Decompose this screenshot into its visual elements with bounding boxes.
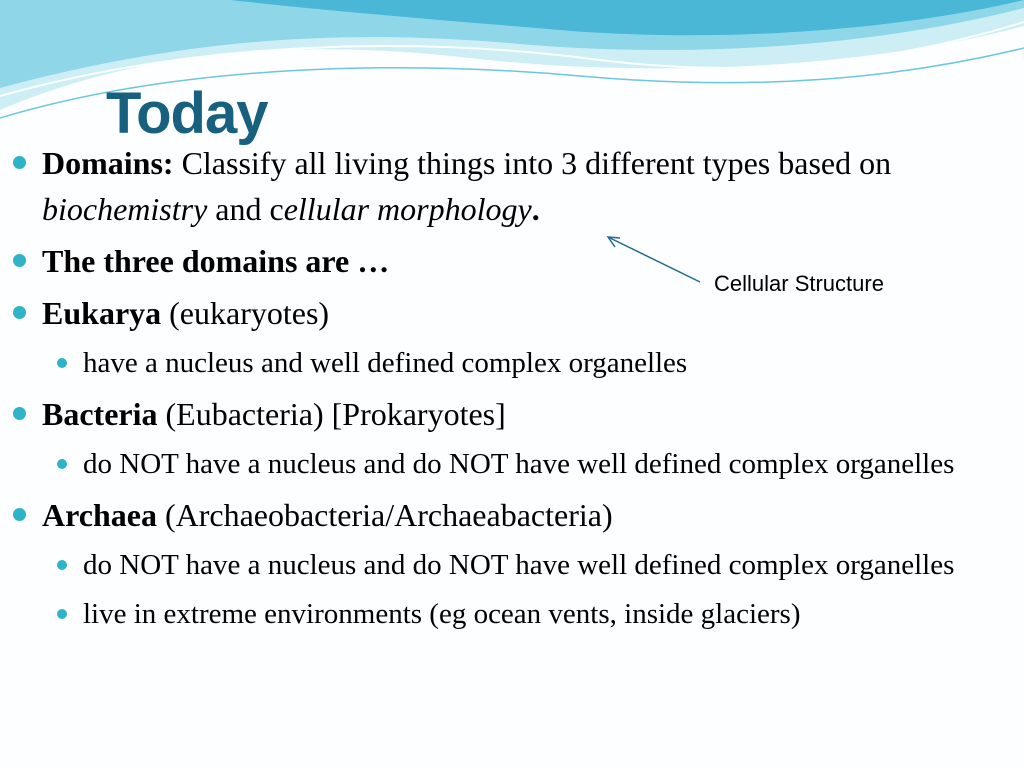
sub-bullet-text: live in extreme environments (eg ocean vents, inside glaciers): [83, 598, 801, 630]
slide-title: Today: [106, 81, 268, 146]
callout-label: Cellular Structure: [714, 271, 884, 296]
sub-bullet-text: do NOT have a nucleus and do NOT have well defined complex organelles: [83, 549, 955, 581]
bullet-text: (Eubacteria) [Prokaryotes]: [157, 396, 506, 432]
bullet-emphasis: biochemistry: [42, 191, 208, 227]
bullet-lead: Eukarya: [42, 295, 162, 331]
bullet-text: c: [269, 191, 284, 227]
bullet-text: (eukaryotes): [161, 295, 330, 331]
bullet-emphasis: ellular morphology: [283, 191, 532, 227]
sub-bullet-text: have a nucleus and well defined complex organelles: [83, 347, 688, 379]
bullet-text: (Archaeobacteria/Archaeabacteria): [156, 497, 613, 533]
bullet-lead: The three domains are …: [42, 243, 390, 279]
sub-bullet-text: do NOT have a nucleus and do NOT have well defined complex organelles: [83, 448, 955, 480]
bullet-text: Classify all living things into 3 different types based on: [173, 145, 892, 181]
bullet-text: .: [531, 191, 540, 227]
bullet-text: and: [207, 191, 270, 227]
bullet-lead: Archaea: [42, 497, 157, 533]
bullet-lead: Bacteria: [42, 396, 158, 432]
bullet-lead: Domains:: [42, 145, 174, 181]
